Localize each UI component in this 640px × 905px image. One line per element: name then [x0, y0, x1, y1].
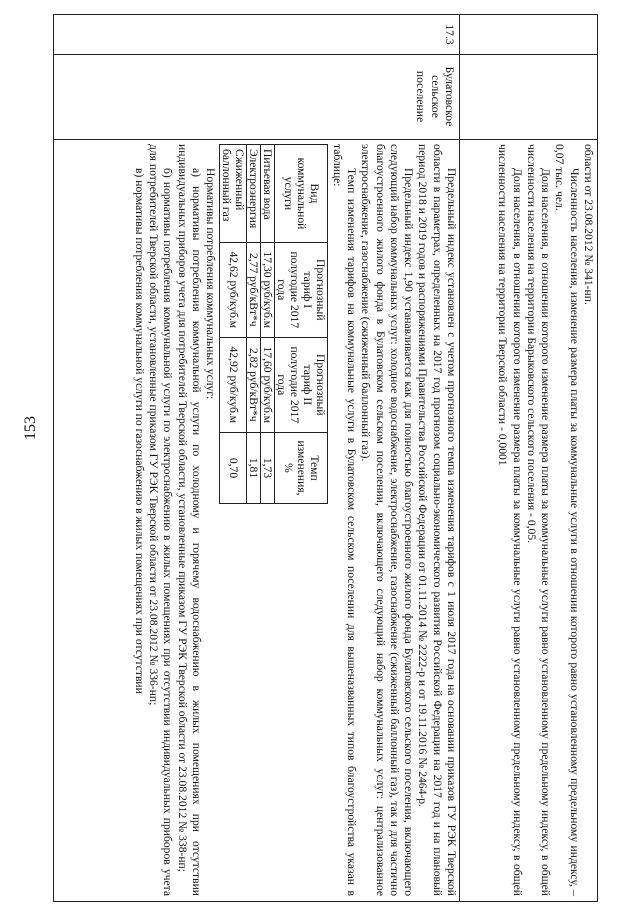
service-cell: Электроэнергия	[247, 145, 261, 243]
service-cell: Сжиженный баллонный газ	[220, 145, 247, 243]
page-number: 153	[22, 416, 39, 440]
header-cell: Прогнозный тариф I полугодие 2017 года	[275, 242, 328, 337]
tariff-table-header	[275, 145, 328, 504]
cell-number	[460, 15, 597, 55]
document-table	[53, 14, 598, 902]
paragraph: Доля населения, в отношении которого изменение размера платы за коммунальные услуги равно установленному предельному индексу, в общей численности населения на территории Тверской области - 0,0001	[496, 144, 524, 896]
header-cell: Прогнозный тариф II полугодие 2017 года	[275, 337, 328, 432]
tariff-cell: 17,60 руб/куб.м	[261, 337, 275, 432]
paragraph: Нормативы потребления коммунальных услуг:	[204, 168, 218, 400]
paragraph: б) нормативы потребления коммунальной услуги по электроснабжению в жилых помещениях при отсутствии индивидуальных приборов учета для потребителей Тверской области, установленные приказом ГУ РЭК Тверской области от 23.08.2012 № 336-нп;	[147, 144, 175, 896]
rate-cell: 1,81	[247, 432, 261, 503]
paragraph: а) нормативы потребления коммунальной услуги по холодному и горячему водоснабжению в жилых помещениях при отсутствии индивидуальных приборов учета для потребителей Тверской области, установленные приказом ГУ РЭК Тверской области от 23.08.2012 № 338-нп;	[175, 144, 204, 896]
paragraph: Численность населения, изменение размера платы за коммунальные услуги в отношении которого равно установленному предельному индексу, – 0,07 тыс. чел.	[553, 144, 581, 896]
cell-description	[54, 139, 460, 901]
tariff-cell: 17,30 руб/куб.м	[261, 242, 275, 337]
table-row	[247, 145, 261, 504]
settlement-name: Булатовское сельское поселение	[414, 66, 456, 127]
rate-cell: 0,70	[220, 432, 247, 503]
cell-number	[54, 15, 460, 55]
tariff-table	[219, 144, 328, 504]
paragraph: Предельный индекс установлен с учетом прогнозного темпа изменения тарифов с 1 июля 2017 года на основании приказов ГУ РЭК Тверской области в параметрах, определенных на 2017 год прогнозом социально-экономического развития Российской Федерации на 2017 год и на плановый период 2018 и 2019 годов и распоряжениями Правительства Российской Федерации от 01.11.2014 № 2222-р и от 19.11.2016 № 2464-р.	[416, 144, 458, 896]
paragraph: Доля населения, в отношении которого изменение размера платы за коммунальные услуги равно установленному предельному индексу, в общей численности населения на территории Барыковского сельского поселения - 0,05.	[524, 144, 553, 896]
paragraph: Предельный индекс 1,90 устанавливается как для полностью благоустроенного жилого фонда Булатовского сельского поселения, включающего следующий набор коммунальных услуг: холодное водоснабжение, электроснабжение, газоснабжение (сжиженный баллонный газ), так и для частично благоустроенного жилого фонда в Булатовском сельском поселении, включающего следующий набор коммунальных услуг: централизованное электроснабжение, газоснабжение (сжиженный баллонный газ).	[359, 144, 416, 896]
row-number	[593, 15, 597, 54]
tariff-cell: 42,62 руб/куб.м	[220, 242, 247, 337]
cell-settlement-name	[54, 54, 460, 140]
paragraph: в) нормативы потребления коммунальной услуги по газоснабжению в жилых помещениях при отсутствии	[132, 168, 146, 694]
tariff-cell: 2,82 руб/кВт*ч	[247, 337, 261, 432]
table-row-previous	[459, 15, 597, 901]
cell-description	[460, 139, 597, 901]
settlement-name	[593, 54, 597, 139]
header-cell: Темп изменения, %	[275, 432, 328, 503]
table-row	[261, 145, 275, 504]
service-cell: Питьевая вода	[261, 145, 275, 243]
cell-settlement-name	[460, 54, 597, 140]
paragraph: Темп изменения тарифов на коммунальные услуги в Булатовском сельском поселении для вышеназванных типов благоустройства указан в таблице:	[330, 144, 358, 896]
table-row	[220, 145, 247, 504]
header-cell: Вид коммунальной услуги	[275, 145, 328, 243]
rate-cell: 1,73	[261, 432, 275, 503]
tariff-cell: 2,77 руб/кВт*ч	[247, 242, 261, 337]
row-number: 17.3	[443, 24, 456, 45]
paragraph: области от 23.08.2012 № 341-нп.	[582, 144, 595, 305]
tariff-cell: 42,92 руб/куб.м	[220, 337, 247, 432]
table-row-bulatovskoe	[54, 15, 460, 901]
